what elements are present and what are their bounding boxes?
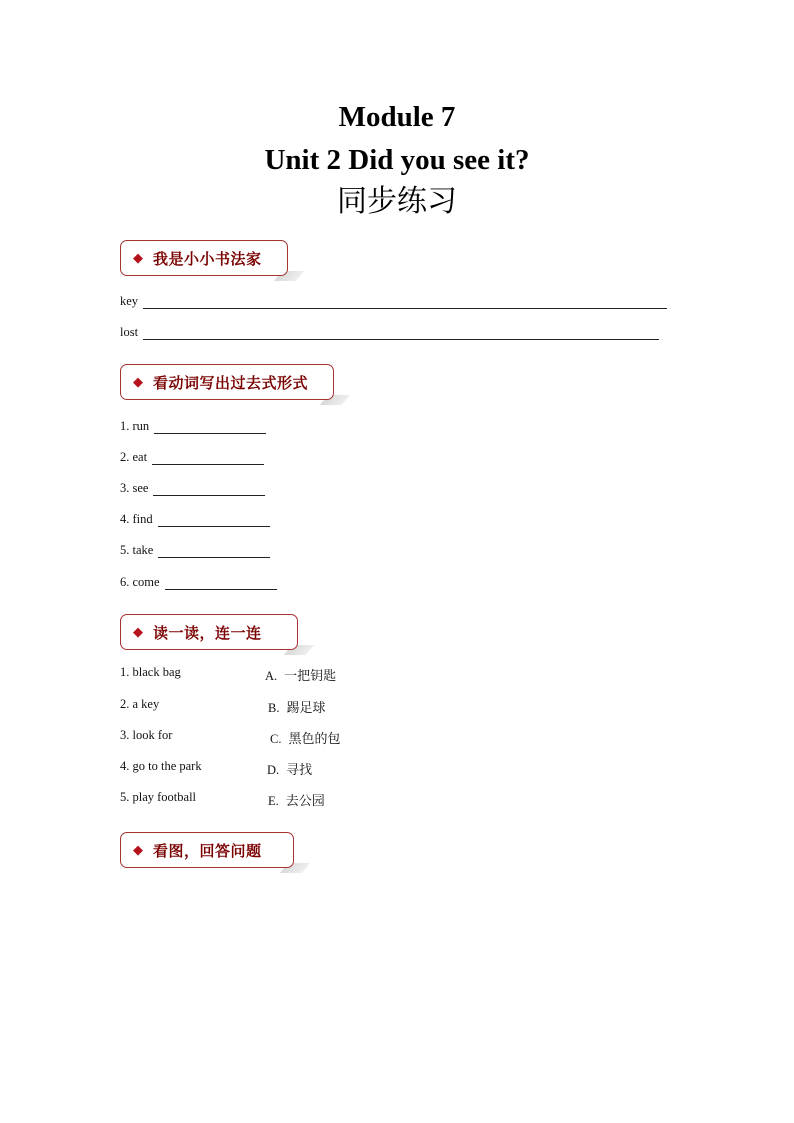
- writing-line[interactable]: [143, 296, 667, 309]
- option-meaning: 去公园: [285, 794, 325, 809]
- match-option[interactable]: [268, 697, 325, 716]
- verb-label: 5. take: [120, 543, 154, 557]
- match-phrase: 5. play football: [120, 790, 197, 804]
- option-meaning: 黑色的包: [288, 732, 341, 747]
- verb-label: 4. find: [120, 512, 153, 526]
- matching-row: [120, 665, 520, 683]
- calligraphy-row-lost: [120, 322, 659, 340]
- calligraphy-row-key: [120, 291, 667, 309]
- document-title: [0, 96, 794, 222]
- section-box: [120, 832, 294, 868]
- diamond-icon: ◆: [133, 250, 143, 266]
- calligraphy-word: key: [120, 294, 139, 308]
- diamond-icon: ◆: [133, 842, 143, 858]
- title-module: Module 7: [338, 101, 456, 133]
- verb-label: 3. see: [120, 481, 149, 495]
- option-meaning: 踢足球: [286, 701, 326, 716]
- option-letter: A.: [265, 669, 278, 683]
- past-tense-row: [120, 478, 265, 496]
- matching-row: [120, 759, 520, 777]
- answer-line[interactable]: [152, 452, 264, 465]
- matching-row: [120, 697, 520, 715]
- option-meaning: 一把钥匙: [284, 669, 337, 684]
- section-title: 读一读，连一连: [153, 623, 262, 642]
- answer-line[interactable]: [154, 421, 266, 434]
- title-practice: 同步练习: [337, 184, 457, 219]
- match-option[interactable]: [270, 728, 340, 747]
- answer-line[interactable]: [158, 514, 270, 527]
- past-tense-row: [120, 509, 270, 527]
- section-header-picture-questions: [120, 832, 294, 868]
- section-title: 看图，回答问题: [153, 841, 262, 860]
- calligraphy-word: lost: [120, 325, 139, 339]
- matching-row: [120, 790, 520, 808]
- matching-row: [120, 728, 520, 746]
- match-phrase: 1. black bag: [120, 665, 181, 679]
- option-letter: E.: [268, 794, 279, 808]
- match-phrase: 4. go to the park: [120, 759, 202, 773]
- diamond-icon: ◆: [133, 374, 143, 390]
- past-tense-row: [120, 416, 266, 434]
- title-unit: Unit 2 Did you see it?: [264, 144, 530, 176]
- section-title: 我是小小书法家: [153, 249, 262, 268]
- match-phrase: 2. a key: [120, 697, 160, 711]
- section-title: 看动词写出过去式形式: [153, 373, 309, 392]
- verb-label: 1. run: [120, 419, 150, 433]
- verb-label: 6. come: [120, 575, 160, 589]
- verb-label: 2. eat: [120, 450, 148, 464]
- section-header-matching: [120, 614, 298, 650]
- match-option[interactable]: [265, 665, 336, 684]
- answer-line[interactable]: [165, 577, 277, 590]
- diamond-icon: ◆: [133, 624, 143, 640]
- section-header-calligraphy: [120, 240, 288, 276]
- writing-line[interactable]: [143, 327, 659, 340]
- match-option[interactable]: [268, 790, 325, 809]
- match-phrase: 3. look for: [120, 728, 173, 742]
- past-tense-row: [120, 447, 264, 465]
- option-letter: C.: [270, 732, 282, 746]
- match-option[interactable]: [267, 759, 312, 778]
- section-box: [120, 614, 298, 650]
- option-meaning: 寻找: [286, 763, 313, 778]
- section-header-past-tense: [120, 364, 334, 400]
- answer-line[interactable]: [158, 545, 270, 558]
- section-box: [120, 240, 288, 276]
- option-letter: B.: [268, 701, 280, 715]
- past-tense-row: [120, 540, 270, 558]
- answer-line[interactable]: [153, 483, 265, 496]
- section-box: [120, 364, 334, 400]
- past-tense-row: [120, 572, 277, 590]
- option-letter: D.: [267, 763, 280, 777]
